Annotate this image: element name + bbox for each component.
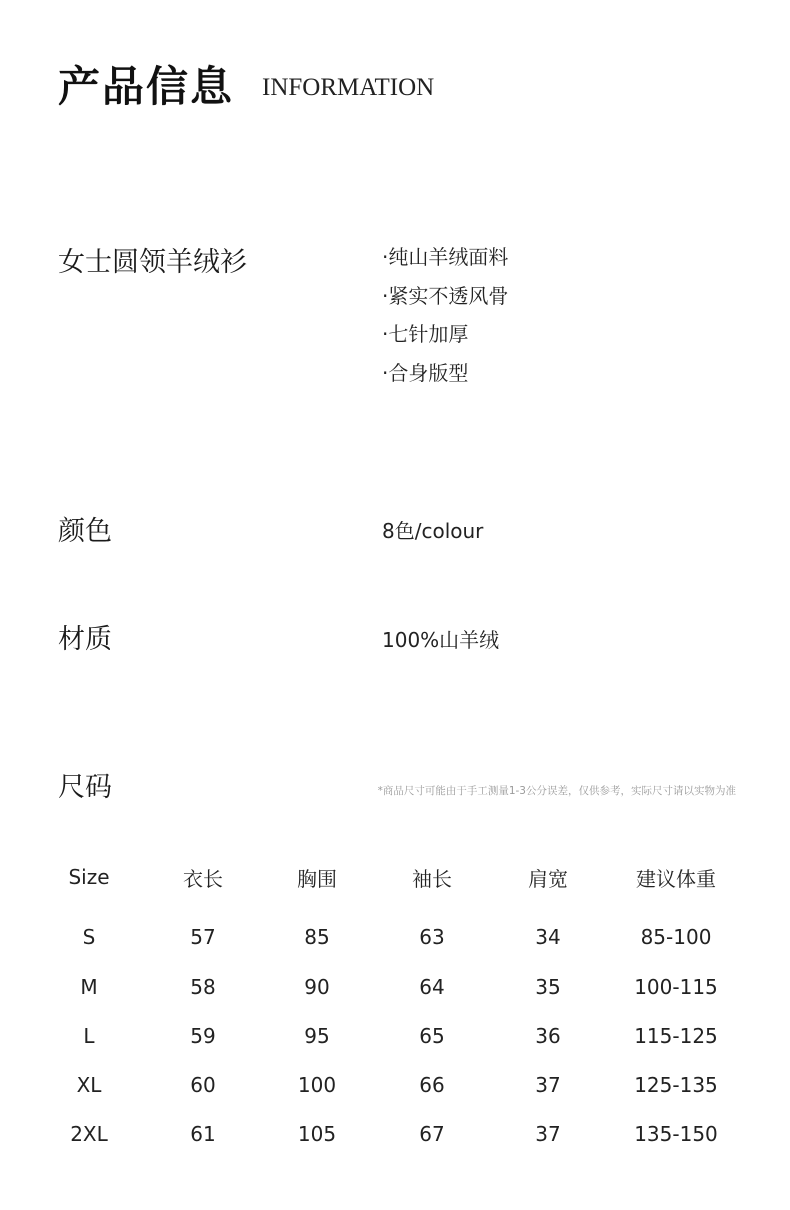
feature-item: ·紧实不透风骨: [382, 283, 509, 308]
color-value: 8色/colour: [382, 519, 484, 543]
table-row: [30, 962, 744, 1011]
table-cell: S: [82, 925, 96, 949]
table-cell: 36: [535, 1023, 561, 1048]
table-cell: 37: [535, 1121, 561, 1146]
table-cell: 63: [419, 925, 445, 949]
table-cell: 61: [190, 1121, 216, 1146]
table-cell: 37: [535, 1072, 561, 1097]
color-label: 颜色: [58, 516, 112, 547]
table-row: [30, 902, 744, 962]
table-cell: 85-100: [640, 925, 712, 949]
table-row: [30, 1109, 744, 1158]
table-cell: 58: [190, 974, 216, 999]
table-cell: 66: [419, 1072, 445, 1097]
column-header-length: 衣长: [183, 866, 223, 891]
size-note: *商品尺寸可能由于手工测量1-3公分误差，仅供参考，实际尺寸请以实物为准: [377, 785, 736, 797]
table-cell: 60: [190, 1072, 216, 1097]
table-cell: 34: [535, 925, 561, 949]
table-cell: 85: [304, 925, 330, 949]
table-cell: 125-135: [634, 1072, 718, 1097]
page-title: 产品信息: [58, 62, 235, 111]
column-header-sleeve: 袖长: [412, 866, 452, 891]
table-cell: 2XL: [70, 1121, 108, 1146]
material-value: 100%山羊绒: [382, 628, 500, 652]
feature-list: [382, 245, 508, 399]
table-row: [30, 1011, 744, 1060]
table-cell: 59: [190, 1023, 216, 1048]
table-cell: 57: [190, 925, 216, 949]
material-label: 材质: [58, 624, 112, 655]
table-cell: 64: [419, 974, 445, 999]
table-cell: 135-150: [634, 1121, 718, 1146]
column-header-size: Size: [68, 865, 110, 889]
feature-item: ·纯山羊绒面料: [382, 245, 509, 269]
table-cell: XL: [76, 1072, 102, 1097]
column-header-chest: 胸围: [297, 866, 337, 891]
product-name: 女士圆领羊绒衫: [58, 247, 247, 278]
table-cell: M: [80, 974, 98, 999]
table-cell: L: [83, 1023, 95, 1048]
table-cell: 95: [304, 1023, 330, 1048]
column-header-weight: 建议体重: [636, 866, 716, 891]
table-cell: 67: [419, 1121, 445, 1146]
size-label: 尺码: [58, 772, 112, 803]
size-table: [30, 852, 744, 1158]
column-header-shoulder: 肩宽: [528, 866, 568, 891]
table-cell: 115-125: [634, 1023, 718, 1048]
table-header-row: [30, 852, 744, 902]
table-row: [30, 1060, 744, 1109]
page-subtitle: INFORMATION: [262, 74, 435, 101]
table-cell: 35: [535, 974, 561, 999]
feature-item: ·七针加厚: [382, 322, 469, 346]
table-cell: 90: [304, 974, 330, 999]
table-cell: 100: [297, 1072, 337, 1097]
table-cell: 100-115: [634, 974, 718, 999]
table-cell: 105: [297, 1121, 337, 1146]
table-cell: 65: [419, 1023, 445, 1048]
feature-item: ·合身版型: [382, 360, 469, 385]
